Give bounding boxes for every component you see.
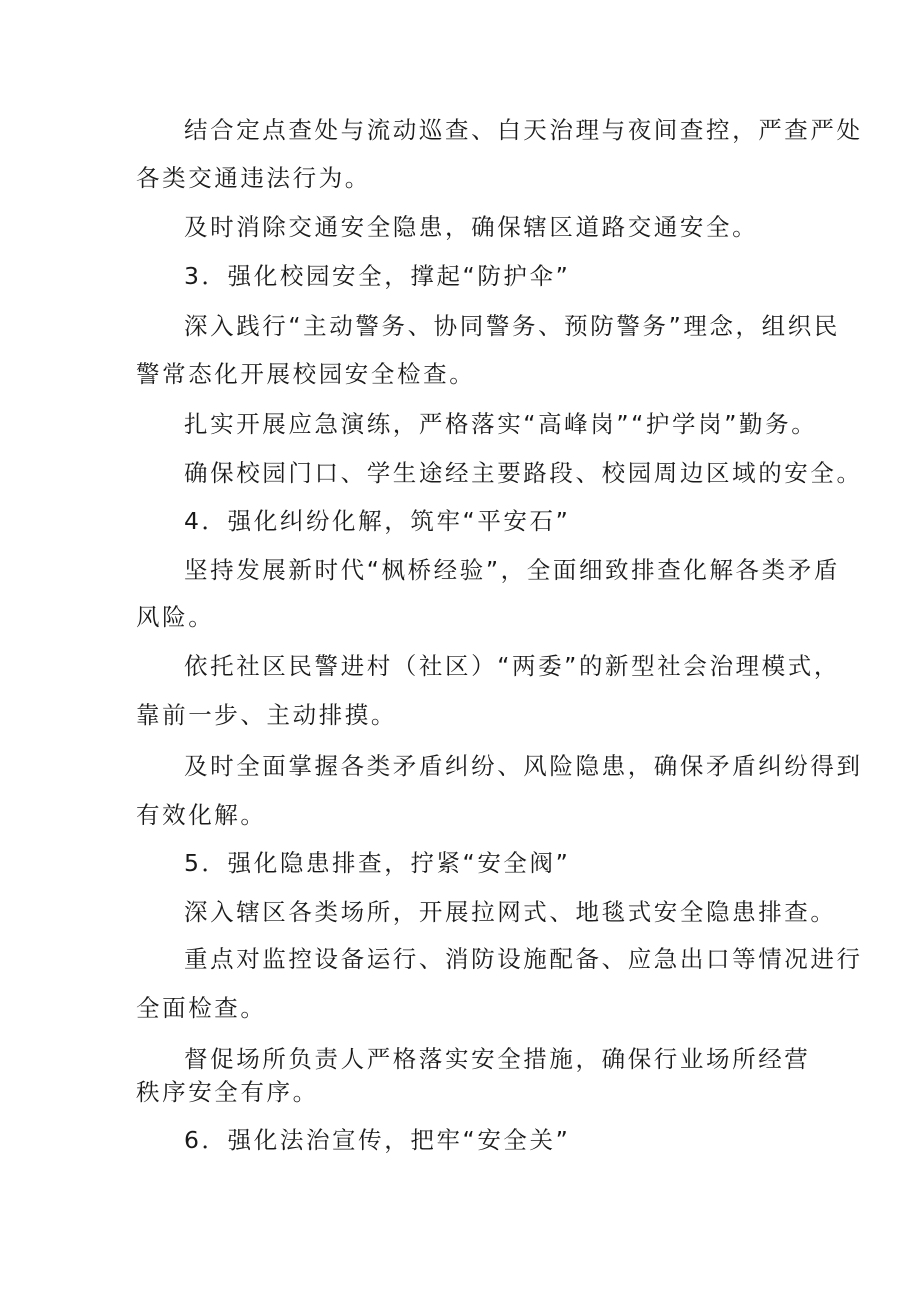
paragraph-line: 警常态化开展校园安全检查。 [136, 360, 476, 388]
paragraph-line: 扎实开展应急演练，严格落实“高峰岗”“护学岗”勤务。 [184, 410, 818, 438]
paragraph-line: 确保校园门口、学生途经主要路段、校园周边区域的安全。 [184, 459, 863, 487]
paragraph-line: 各类交通违法行为。 [136, 164, 371, 192]
paragraph-line: 深入践行“主动警务、协同警务、预防警务”理念，组织民 [184, 312, 840, 340]
paragraph-line: 重点对监控设备运行、消防设施配备、应急出口等情况进行 [184, 945, 863, 973]
paragraph-line: 坚持发展新时代“枫桥经验”，全面细致排查化解各类矛盾 [184, 556, 840, 584]
section-heading-5: 5．强化隐患排查，拧紧“安全阀” [184, 849, 571, 877]
section-heading-3: 3．强化校园安全，撑起“防护伞” [184, 262, 571, 290]
paragraph-line: 依托社区民警进村（社区）“两委”的新型社会治理模式， [184, 652, 840, 680]
paragraph-line: 及时全面掌握各类矛盾纠纷、风险隐患，确保矛盾纠纷得到 [184, 752, 863, 780]
section-heading-4: 4．强化纠纷化解，筑牢“平安石” [184, 507, 571, 535]
paragraph-line: 靠前一步、主动排摸。 [136, 701, 397, 729]
paragraph-line: 有效化解。 [136, 801, 267, 829]
section-heading-6: 6．强化法治宣传，把牢“安全关” [184, 1126, 571, 1154]
paragraph-line: 结合定点查处与流动巡查、白天治理与夜间查控，严查严处 [184, 116, 863, 144]
paragraph-line: 及时消除交通安全隐患，确保辖区道路交通安全。 [184, 213, 759, 241]
paragraph-line: 督促场所负责人严格落实安全措施，确保行业场所经营 [184, 1045, 811, 1073]
paragraph-line: 深入辖区各类场所，开展拉网式、地毯式安全隐患排查。 [184, 898, 837, 926]
paragraph-line: 秩序安全有序。 [136, 1078, 319, 1106]
paragraph-line: 风险。 [136, 603, 215, 631]
paragraph-line: 全面检查。 [136, 994, 267, 1022]
